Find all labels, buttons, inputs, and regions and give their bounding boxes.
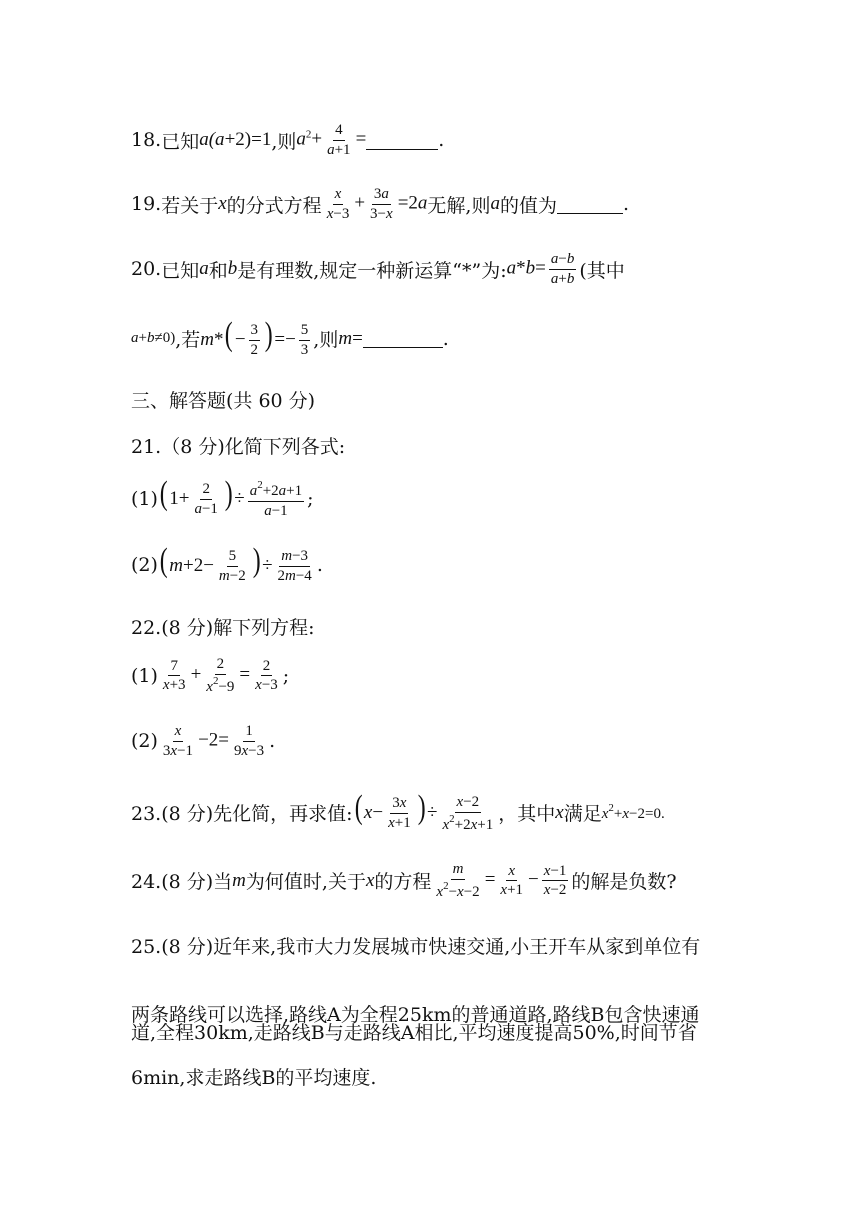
q21-part-2-end: . <box>316 553 323 576</box>
q23-text-2: ，其中 <box>498 803 556 826</box>
q24-equation-formula: $\frac{m}{x^2-x-2}$ = $\frac{x}{x+1}$ − $\frac{x-1}{x-2}$ <box>436 861 567 900</box>
q24-var-m: m <box>232 869 246 891</box>
q23-expression-formula: (x− $\frac{3x}{x+1}$ )÷ $\frac{x-2}{x^2+2x+1}$ <box>354 789 494 833</box>
q19-number: 19. <box>131 193 162 216</box>
q22-part-1-end: ; <box>282 664 290 687</box>
q21-header-text: 21.（8 分)化简下列各式: <box>131 436 346 458</box>
q20-answer-blank[interactable] <box>363 329 443 348</box>
q19-var-x: x <box>218 193 227 215</box>
q22-part-2 <box>131 722 275 761</box>
q20-var-a: a <box>199 258 209 280</box>
q25-line-4-text: 6min,求走路线B的平均速度. <box>131 1067 377 1089</box>
q25-line-2-text: 两条路线可以选择,路线A为全程25km的普通道路,路线B包含快速通 <box>131 1004 700 1026</box>
q21-part-1-formula: (1+ $\frac{2}{a-1}$ )÷ $\frac{a^2+2a+1}{a-1}$ <box>159 475 303 519</box>
q18-text-1: 已知 <box>161 130 200 153</box>
q23-condition-formula: $x^2+x-2=0$. <box>601 802 665 823</box>
q22-header-text: 22.(8 分)解下列方程: <box>131 617 315 639</box>
q19-equation-formula: $\frac{x}{x-3}$ + $\frac{3a}{3-x}$ =2a <box>326 186 428 222</box>
question-20-line-2 <box>131 318 449 360</box>
q20-operation-formula: a*b= $\frac{a-b}{a+b}$ <box>506 251 575 287</box>
question-25-line-1 <box>131 932 700 959</box>
q25-line-3-text: 道,全程30km,走路线B与走路线A相比,平均速度提高50%,时间节省 <box>131 1022 697 1044</box>
q23-var-x: x <box>555 801 564 823</box>
q18-condition-formula: a(a+2)=1 <box>199 129 272 151</box>
q18-number: 18. <box>131 129 162 152</box>
q24-text-2: 为何值时,关于 <box>245 871 366 894</box>
q22-part-1 <box>131 655 289 697</box>
question-25-line-4 <box>131 1063 376 1090</box>
q18-answer-blank[interactable] <box>366 131 438 150</box>
q19-text-2: 的分式方程 <box>226 194 322 217</box>
question-25-line-3 <box>131 1018 697 1045</box>
q20-text-5: ,若 <box>175 329 201 352</box>
q21-part-1 <box>131 477 314 520</box>
q24-text-4: 的解是负数? <box>571 871 677 894</box>
q23-text-1: 23.(8 分)先化简，再求值: <box>131 803 353 826</box>
q20-text-6: ,则 <box>313 329 339 352</box>
q19-var-a: a <box>490 193 500 215</box>
q22-part-1-formula: $\frac{7}{x+3}$ + $\frac{2}{x^2-9}$ = $\frac{2}{x-3}$ <box>162 656 278 695</box>
q20-condition-formula: a+b≠0) <box>131 330 176 347</box>
q20-equation-formula: m*(− $\frac{3}{2}$ )=− $\frac{5}{3}$ <box>200 316 309 359</box>
question-23 <box>131 791 665 834</box>
q19-answer-blank[interactable] <box>557 195 623 214</box>
q19-text-3: 无解,则 <box>427 194 491 217</box>
q18-expression-formula: $a^2+$ $\frac{4}{a+1}$ = <box>296 122 367 158</box>
q20-text-3: 是有理数,规定一种新运算“*”为: <box>237 259 507 282</box>
q22-part-2-end: . <box>269 730 276 753</box>
question-20 <box>131 250 625 289</box>
q21-part-2 <box>131 544 323 586</box>
q21-part-2-label: (2) <box>131 553 158 576</box>
q19-text-4: 的值为 <box>499 194 557 217</box>
q20-text-4: (其中 <box>579 259 625 282</box>
q23-text-3: 满足 <box>563 803 602 826</box>
q20-var-b: b <box>227 258 238 280</box>
q21-part-1-end: ; <box>307 487 314 510</box>
q20-var-m: m= <box>338 327 363 349</box>
q20-number: 20. <box>131 258 162 281</box>
q19-text-1: 若关于 <box>161 194 219 217</box>
question-24 <box>131 860 677 902</box>
q19-text-5: . <box>622 193 630 216</box>
question-21-header <box>131 432 345 459</box>
question-19 <box>131 185 629 224</box>
q20-text-2: 和 <box>208 259 228 282</box>
section-3-title-text: 三、解答题(共 60 分) <box>131 390 316 412</box>
q22-part-1-label: (1) <box>131 664 158 687</box>
question-22-header <box>131 613 315 640</box>
section-3-title <box>131 386 315 413</box>
q20-text-7: . <box>442 327 449 350</box>
q24-text-3: 的方程 <box>374 871 432 894</box>
q21-part-1-label: (1) <box>131 487 158 510</box>
q24-text-1: 24.(8 分)当 <box>131 871 233 894</box>
q24-var-x: x <box>365 869 375 891</box>
q18-text-3: . <box>438 129 445 152</box>
question-18 <box>131 121 444 160</box>
q18-text-2: ,则 <box>271 130 297 153</box>
q22-part-2-label: (2) <box>131 730 158 753</box>
q25-line-1-text: 25.(8 分)近年来,我市大力发展城市快速交通,小王开车从家到单位有 <box>131 936 701 958</box>
q22-part-2-formula: $\frac{x}{3x-1}$ −2= $\frac{1}{9x-3}$ <box>162 723 265 759</box>
q21-part-2-formula: (m+2− $\frac{5}{m-2}$ )÷ $\frac{m-3}{2m-4}$ <box>159 542 312 585</box>
q20-text-1: 已知 <box>161 259 200 282</box>
